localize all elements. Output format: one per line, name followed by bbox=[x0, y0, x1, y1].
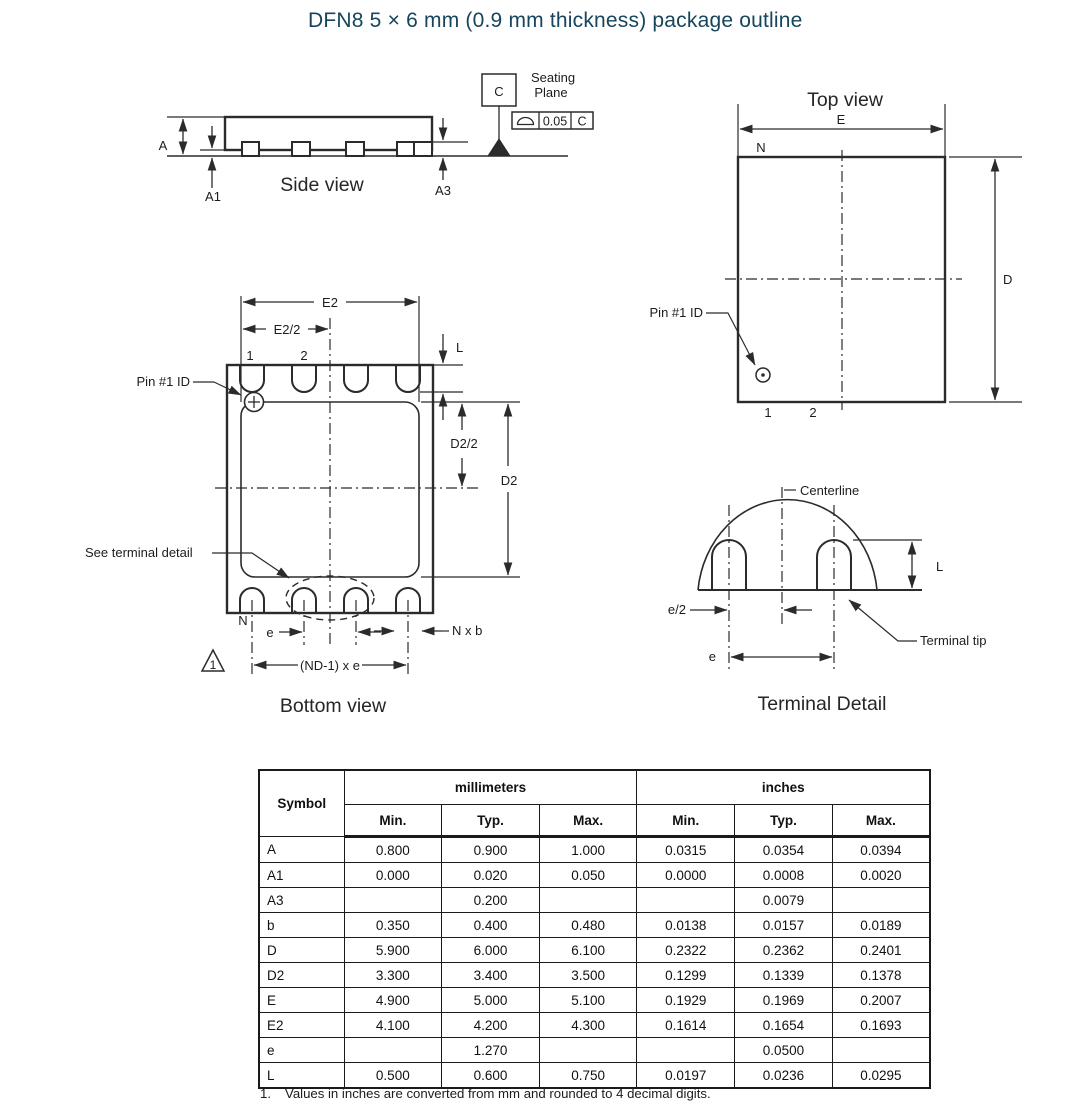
table-cell: 0.050 bbox=[539, 863, 637, 888]
pin1-id-leader bbox=[193, 382, 241, 395]
dim-d2-label: D2 bbox=[500, 473, 518, 488]
fcf-tolerance: 0.05 bbox=[542, 114, 568, 129]
table-cell: 6.000 bbox=[442, 938, 540, 963]
terminal-detail bbox=[668, 483, 987, 715]
table-cell bbox=[539, 1038, 637, 1063]
dim-e2-label: E2 bbox=[322, 295, 338, 310]
datum-c-letter: C bbox=[494, 84, 504, 99]
table-cell: 4.300 bbox=[539, 1013, 637, 1038]
table-cell: 5.900 bbox=[344, 938, 442, 963]
dim-a3-label: A3 bbox=[435, 183, 451, 198]
dim-e-label: e bbox=[266, 625, 274, 640]
table-cell: 0.1299 bbox=[637, 963, 735, 988]
table-cell: 0.0236 bbox=[735, 1063, 833, 1089]
terminal-detail-title: Terminal Detail bbox=[757, 693, 887, 715]
side-view bbox=[159, 70, 593, 204]
table-cell: 4.900 bbox=[344, 988, 442, 1013]
pin1-id-label: Pin #1 ID bbox=[649, 305, 703, 320]
table-cell: 0.1929 bbox=[637, 988, 735, 1013]
profile-of-surface-icon bbox=[518, 118, 534, 125]
header-mm-min: Min. bbox=[344, 805, 442, 837]
table-cell: 3.500 bbox=[539, 963, 637, 988]
table-row bbox=[259, 913, 930, 938]
table-row bbox=[259, 837, 930, 863]
table-row bbox=[259, 1038, 930, 1063]
table-cell: 0.480 bbox=[539, 913, 637, 938]
table-cell: A bbox=[259, 837, 344, 863]
header-inch-typ: Typ. bbox=[735, 805, 833, 837]
table-cell: 0.0500 bbox=[735, 1038, 833, 1063]
footnote-text: Values in inches are converted from mm and rounded to 4 decimal digits. bbox=[285, 1086, 711, 1101]
table-cell: E2 bbox=[259, 1013, 344, 1038]
dim-d-label: D bbox=[1003, 272, 1013, 287]
pin-number-1: 1 bbox=[246, 348, 254, 363]
header-mm-typ: Typ. bbox=[442, 805, 540, 837]
table-cell: 0.800 bbox=[344, 837, 442, 863]
table-cell bbox=[637, 888, 735, 913]
table-cell: 0.2362 bbox=[735, 938, 833, 963]
table-cell: 1.000 bbox=[539, 837, 637, 863]
table-cell: e bbox=[259, 1038, 344, 1063]
dim-l-label: L bbox=[456, 340, 464, 355]
footnote-number: 1. bbox=[260, 1086, 271, 1101]
table-cell: 0.0197 bbox=[637, 1063, 735, 1089]
header-inch-max: Max. bbox=[832, 805, 930, 837]
see-terminal-detail-leader bbox=[212, 553, 289, 578]
header-inch-min: Min. bbox=[637, 805, 735, 837]
table-cell: 0.1614 bbox=[637, 1013, 735, 1038]
table-cell: 0.0157 bbox=[735, 913, 833, 938]
table-cell: 0.0394 bbox=[832, 837, 930, 863]
table-cell bbox=[344, 888, 442, 913]
table-header-row-subs bbox=[259, 805, 930, 837]
dim-a-label: A bbox=[158, 138, 168, 153]
table-cell: D bbox=[259, 938, 344, 963]
table-cell: 0.0079 bbox=[735, 888, 833, 913]
table-cell: 0.200 bbox=[442, 888, 540, 913]
table-cell bbox=[344, 1038, 442, 1063]
table-cell: 0.750 bbox=[539, 1063, 637, 1089]
table-cell: 0.020 bbox=[442, 863, 540, 888]
terminal-tip-label: Terminal tip bbox=[920, 633, 987, 648]
pin-number-2: 2 bbox=[809, 405, 817, 420]
side-view-title: Side view bbox=[280, 174, 364, 196]
table-row bbox=[259, 1063, 930, 1089]
table-cell: A3 bbox=[259, 888, 344, 913]
dim-ehalf-label: e/2 bbox=[667, 602, 686, 617]
dim-a1-label: A1 bbox=[205, 189, 221, 204]
bottom-view-title: Bottom view bbox=[279, 695, 387, 717]
feature-control-frame bbox=[512, 112, 593, 129]
table-cell: 0.350 bbox=[344, 913, 442, 938]
bottom-view bbox=[85, 295, 520, 717]
table-cell: 0.1378 bbox=[832, 963, 930, 988]
pin1-id-label: Pin #1 ID bbox=[136, 374, 190, 389]
centerline-label: Centerline bbox=[800, 483, 860, 498]
pin-number-1: 1 bbox=[764, 405, 772, 420]
table-row bbox=[259, 863, 930, 888]
table-cell: 0.0020 bbox=[832, 863, 930, 888]
page-title: DFN8 5 × 6 mm (0.9 mm thickness) package outline bbox=[308, 9, 803, 32]
dimension-table bbox=[258, 769, 931, 1089]
table-cell bbox=[637, 1038, 735, 1063]
dim-e2half-label: E2/2 bbox=[273, 322, 301, 337]
seating-plane-word1: Seating bbox=[530, 70, 576, 85]
fcf-datum-ref: C bbox=[577, 114, 587, 129]
table-cell: 5.000 bbox=[442, 988, 540, 1013]
dim-nd1e-label: (ND-1) x e bbox=[300, 658, 360, 673]
table-cell: b bbox=[259, 913, 344, 938]
table-cell: 4.100 bbox=[344, 1013, 442, 1038]
table-cell: 0.0189 bbox=[832, 913, 930, 938]
table-row bbox=[259, 938, 930, 963]
table-cell: 0.2007 bbox=[832, 988, 930, 1013]
table-cell: 3.300 bbox=[344, 963, 442, 988]
note-1-ref: 1 bbox=[209, 658, 217, 672]
table-row bbox=[259, 963, 930, 988]
table-header-row-groups bbox=[259, 770, 930, 805]
header-symbol: Symbol bbox=[259, 770, 344, 837]
dim-e-label: e bbox=[708, 649, 716, 664]
table-cell: 0.1693 bbox=[832, 1013, 930, 1038]
table-cell: E bbox=[259, 988, 344, 1013]
table-cell: 0.000 bbox=[344, 863, 442, 888]
pin-number-2: 2 bbox=[300, 348, 308, 363]
table-cell: 0.2322 bbox=[637, 938, 735, 963]
dim-nxb-label: N x b bbox=[452, 623, 483, 638]
table-cell: 0.0008 bbox=[735, 863, 833, 888]
table-row bbox=[259, 988, 930, 1013]
table-cell: 0.0354 bbox=[735, 837, 833, 863]
table-cell: 0.0138 bbox=[637, 913, 735, 938]
header-mm-max: Max. bbox=[539, 805, 637, 837]
label-n: N bbox=[238, 613, 248, 628]
table-footnote bbox=[260, 1086, 711, 1101]
terminal-tip-leader bbox=[849, 600, 917, 641]
table-cell: 1.270 bbox=[442, 1038, 540, 1063]
table-row bbox=[259, 888, 930, 913]
pin1-id-leader bbox=[706, 313, 755, 365]
table-cell: 6.100 bbox=[539, 938, 637, 963]
pin1-id-dot bbox=[761, 373, 765, 377]
seating-plane-word2: Plane bbox=[534, 85, 568, 100]
table-cell: 0.1339 bbox=[735, 963, 833, 988]
table-cell bbox=[832, 888, 930, 913]
see-terminal-detail-label: See terminal detail bbox=[85, 545, 193, 560]
table-cell bbox=[539, 888, 637, 913]
header-inches: inches bbox=[637, 770, 930, 805]
dim-d2half-label: D2/2 bbox=[450, 436, 478, 451]
table-cell: 3.400 bbox=[442, 963, 540, 988]
table-cell: 0.0295 bbox=[832, 1063, 930, 1089]
table-cell: 0.1969 bbox=[735, 988, 833, 1013]
top-view bbox=[650, 89, 1022, 420]
header-millimeters: millimeters bbox=[344, 770, 637, 805]
datum-triangle bbox=[488, 139, 510, 156]
table-cell: 4.200 bbox=[442, 1013, 540, 1038]
table-cell: 0.600 bbox=[442, 1063, 540, 1089]
table-cell: A1 bbox=[259, 863, 344, 888]
table-cell: 0.400 bbox=[442, 913, 540, 938]
table-cell: 0.500 bbox=[344, 1063, 442, 1089]
table-cell: 0.0315 bbox=[637, 837, 735, 863]
table-cell: 0.900 bbox=[442, 837, 540, 863]
dim-l-label: L bbox=[936, 559, 944, 574]
table-cell: D2 bbox=[259, 963, 344, 988]
table-cell: 5.100 bbox=[539, 988, 637, 1013]
dim-e-label: E bbox=[836, 112, 846, 127]
table-row bbox=[259, 1013, 930, 1038]
table-cell bbox=[832, 1038, 930, 1063]
top-view-title: Top view bbox=[807, 89, 883, 111]
label-n: N bbox=[756, 140, 766, 155]
table-cell: L bbox=[259, 1063, 344, 1089]
table-cell: 0.1654 bbox=[735, 1013, 833, 1038]
table-cell: 0.2401 bbox=[832, 938, 930, 963]
table-cell: 0.0000 bbox=[637, 863, 735, 888]
